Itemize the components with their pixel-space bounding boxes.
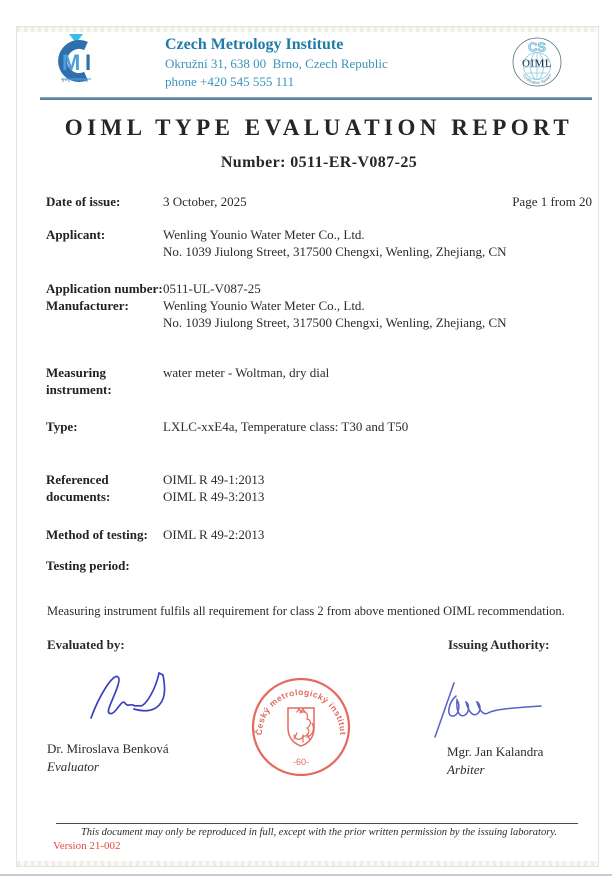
signature-area [46, 654, 592, 823]
signature-labels-row [46, 637, 592, 654]
field-row-measuring-instrument [46, 364, 592, 398]
field-value [163, 471, 592, 505]
report-number: Number: 0511-ER-V087-25 [220, 154, 418, 171]
header-divider [40, 97, 592, 100]
field-row-date-of-issue [46, 193, 592, 210]
field-value [163, 297, 592, 331]
field-row-referenced-documents [46, 471, 592, 505]
institute-name: Czech Metrology Institute [165, 36, 344, 53]
stamp-lion [294, 709, 313, 742]
issuing-authority-label: Issuing Authority: [448, 637, 550, 652]
cmi-round-stamp-icon [249, 675, 353, 779]
field-label: Application number: [46, 281, 163, 296]
arbiter-signature-icon [428, 678, 548, 740]
field-value-line: No. 1039 Jiulong Street, 317500 Chengxi, Wenling, Zhejiang, CN [163, 244, 507, 259]
field-value-line: OIML R 49-3:2013 [163, 489, 265, 504]
field-value [163, 226, 592, 260]
field-label: Referenced documents: [46, 472, 111, 504]
field-label: Method of testing: [46, 527, 148, 542]
footer-version: Version 21-002 [53, 840, 121, 852]
page-indicator: Page 1 from 20 [512, 194, 592, 209]
field-value: LXLC-xxE4a, Temperature class: T30 and T50 [163, 419, 409, 434]
field-value-line: OIML R 49-1:2013 [163, 472, 265, 487]
report-title: OIML TYPE EVALUATION REPORT [64, 115, 574, 140]
field-label: Measuring instrument: [46, 365, 112, 397]
oiml-cs-text: CS [527, 39, 547, 55]
footer-notice: This document may only be reproduced in full, except with the prior written permission by the issuing laboratory. [80, 827, 558, 838]
field-label: Date of issue: [46, 194, 121, 209]
field-value: water meter - Woltman, dry dial [163, 365, 330, 380]
field-row-type [46, 418, 592, 435]
field-value: 0511-UL-V087-25 [163, 281, 261, 296]
field-label: Applicant: [46, 227, 106, 242]
field-row-applicant [46, 226, 592, 260]
institute-phone: phone +420 545 555 111 [165, 74, 295, 89]
field-row-manufacturer [46, 297, 592, 331]
field-label: Testing period: [46, 558, 130, 573]
arbiter-role: Arbiter [447, 762, 485, 777]
footer-divider [56, 823, 578, 824]
field-label: Manufacturer: [46, 298, 129, 313]
fields-section [46, 193, 592, 574]
letterhead [46, 33, 592, 91]
oiml-cs-logo-icon [512, 37, 562, 87]
evaluator-name: Dr. Miroslava Benková [47, 741, 169, 756]
evaluator-role: Evaluator [47, 759, 99, 774]
field-value: 3 October, 2025 [163, 194, 247, 209]
document-page [46, 33, 592, 853]
cmi-letter-i: I [85, 50, 92, 75]
oiml-arc-text: Certification System [521, 72, 553, 86]
evaluated-by-label: Evaluated by: [47, 637, 125, 652]
arbiter-name: Mgr. Jan Kalandra [447, 744, 544, 759]
oiml-text: OIML [521, 57, 553, 70]
field-value-line: No. 1039 Jiulong Street, 317500 Chengxi, Wenling, Zhejiang, CN [163, 315, 507, 330]
cmi-letter-m: M [62, 50, 81, 75]
stamp-arc-text: Český metrologický institut [253, 686, 349, 736]
institute-address: Okružní 31, 638 00 Brno, Czech Republic [165, 56, 388, 71]
conformity-statement: Measuring instrument fulfils all requirement for class 2 from above mentioned OIML recommendation. [47, 604, 565, 618]
stamp-number: -60- [292, 757, 310, 767]
field-row-method-of-testing [46, 526, 592, 543]
field-label: Type: [46, 419, 78, 434]
institute-block [165, 33, 388, 91]
field-row-application-number [46, 280, 592, 297]
field-value-line: Wenling Younio Water Meter Co., Ltd. [163, 227, 365, 242]
field-row-testing-period [46, 557, 592, 574]
field-value-line: Wenling Younio Water Meter Co., Ltd. [163, 298, 365, 313]
scan-bottom-line [0, 874, 612, 876]
cmi-logo-icon [48, 33, 104, 89]
field-value: OIML R 49-2:2013 [163, 527, 265, 542]
evaluator-signature-icon [86, 666, 186, 724]
